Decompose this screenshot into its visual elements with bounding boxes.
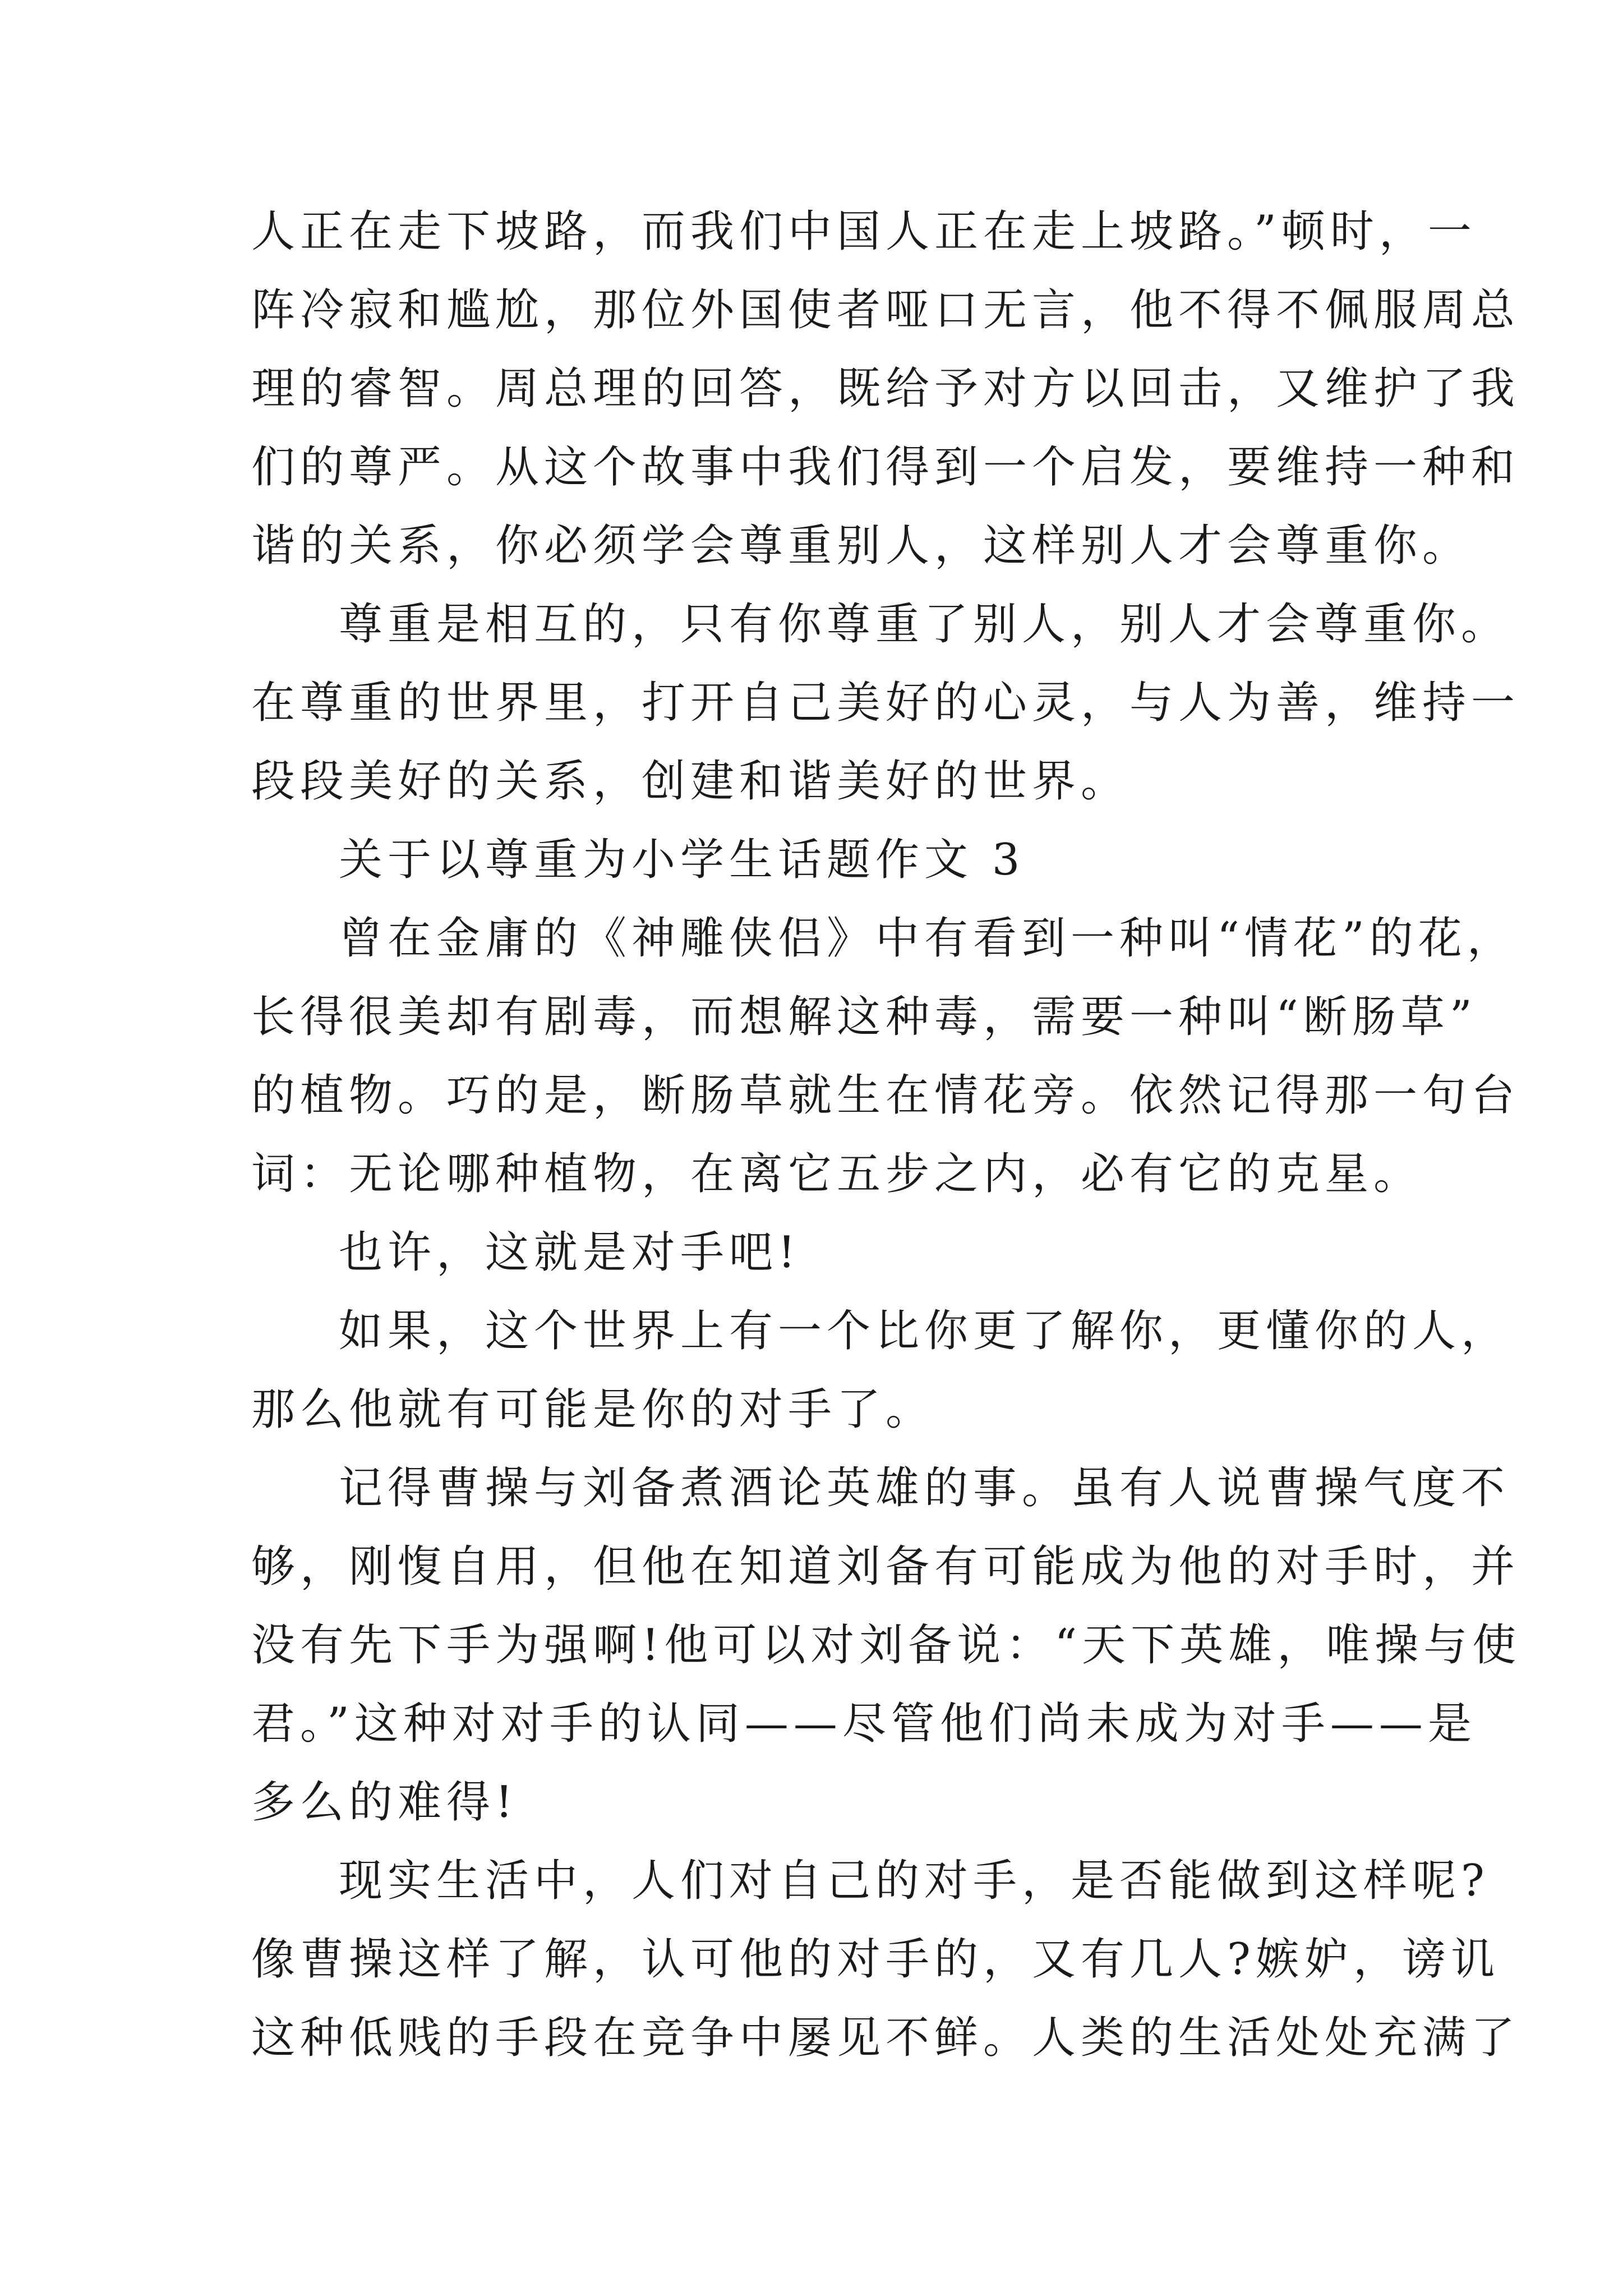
text-line: 词：无论哪种植物，在离它五步之内，必有它的克星。 <box>251 1149 1423 1199</box>
paragraph-first-line: 记得曹操与刘备煮酒论英雄的事。虽有人说曹操气度不 <box>339 1463 1510 1513</box>
section-heading: 关于以尊重为小学生话题作文 3 <box>339 835 1025 885</box>
text-line: 够，刚愎自用，但他在知道刘备有可能成为他的对手时，并 <box>251 1542 1520 1592</box>
text-line: 人正在走下坡路，而我们中国人正在走上坡路。”顿时，一 <box>251 206 1477 257</box>
text-line: 那么他就有可能是你的对手了。 <box>251 1384 935 1435</box>
text-line: 谐的关系，你必须学会尊重别人，这样别人才会尊重你。 <box>251 521 1472 571</box>
text-line: 这种低贱的手段在竞争中屡见不鲜。人类的生活处处充满了 <box>251 2013 1520 2063</box>
text-line: 们的尊严。从这个故事中我们得到一个启发，要维持一种和 <box>251 442 1520 493</box>
text-line: 段段美好的关系，创建和谐美好的世界。 <box>251 756 1130 807</box>
text-line: 多么的难得! <box>251 1777 518 1828</box>
text-line: 像曹操这样了解，认可他的对手的，又有几人?嫉妒，谤讥 <box>251 1934 1500 1985</box>
paragraph-first-line: 曾在金庸的《神雕侠侣》中有看到一种叫“情花”的花， <box>339 913 1516 964</box>
paragraph-first-line: 现实生活中，人们对自己的对手，是否能做到这样呢? <box>339 1856 1490 1906</box>
paragraph-first-line: 也许，这就是对手吧! <box>339 1227 801 1278</box>
paragraph-first-line: 尊重是相互的，只有你尊重了别人，别人才会尊重你。 <box>339 599 1510 650</box>
text-line: 君。”这种对对手的认同——尽管他们尚未成为对手——是 <box>251 1699 1477 1749</box>
text-line: 理的睿智。周总理的回答，既给予对方以回击，又维护了我 <box>251 364 1520 414</box>
text-line: 没有先下手为强啊!他可以对刘备说：“天下英雄，唯操与使 <box>251 1620 1521 1671</box>
text-line: 长得很美却有剧毒，而想解这种毒，需要一种叫“断肠草” <box>251 992 1477 1042</box>
text-line: 阵冷寂和尴尬，那位外国使者哑口无言，他不得不佩服周总 <box>251 285 1520 335</box>
paragraph-first-line: 如果，这个世界上有一个比你更了解你，更懂你的人， <box>339 1306 1510 1356</box>
text-line: 的植物。巧的是，断肠草就生在情花旁。依然记得那一句台 <box>251 1070 1520 1121</box>
text-line: 在尊重的世界里，打开自己美好的心灵，与人为善，维持一 <box>251 678 1520 728</box>
